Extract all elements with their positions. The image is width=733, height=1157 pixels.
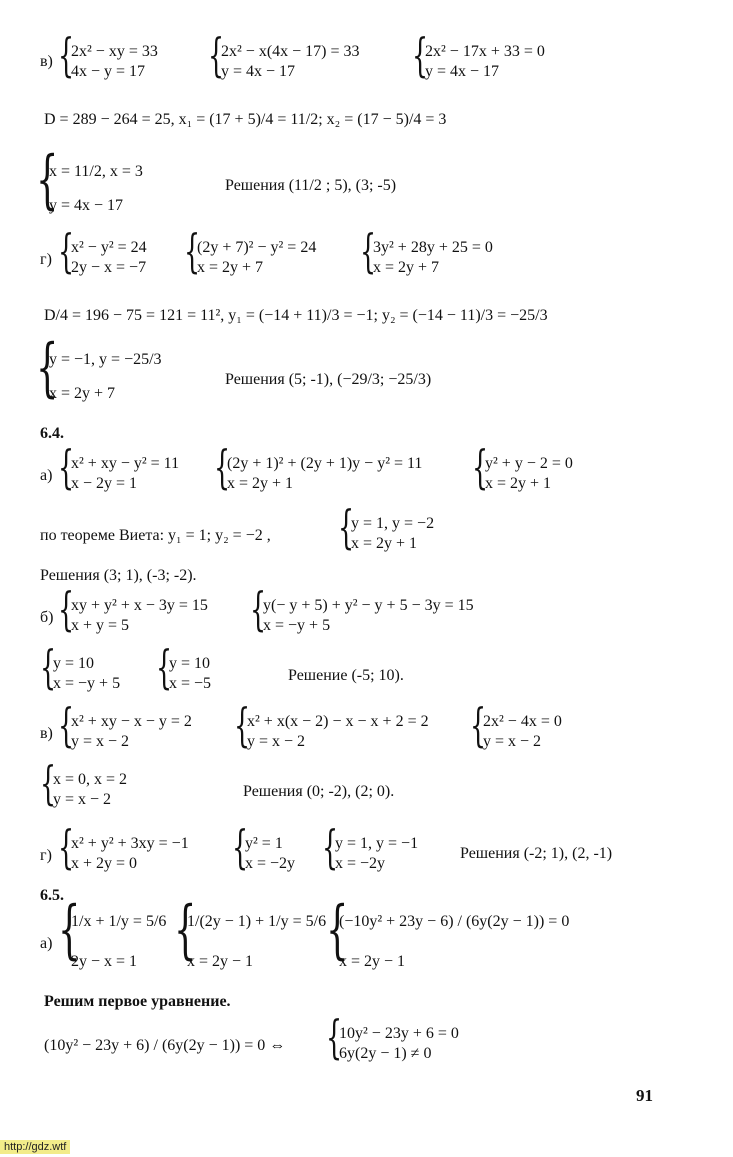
eq: { y = 10 bbox=[53, 655, 95, 672]
answer-g: Решения (5; -1), (−29/3; −25/3) bbox=[225, 371, 432, 388]
eq: x = 2y + 1 bbox=[227, 475, 294, 492]
part-label-v: в) bbox=[40, 53, 53, 70]
part-label-g2: г) bbox=[40, 847, 52, 864]
eq: x = −y + 5 bbox=[53, 675, 121, 692]
system-v2-1 bbox=[62, 712, 192, 752]
eq: 2y − x = 1 bbox=[71, 953, 138, 970]
system-v2-3 bbox=[474, 712, 562, 752]
eq: { (−10y² + 23y − 6) / (6y(2y − 1)) = 0 bbox=[339, 913, 570, 930]
system-g-1 bbox=[62, 238, 147, 278]
eq: { x = 0, x = 2 bbox=[53, 771, 128, 788]
eq: x = −5 bbox=[169, 675, 212, 692]
system-g2-2 bbox=[236, 834, 295, 874]
system-b-2 bbox=[254, 596, 474, 636]
vieta-text: по теореме Виета: y₁ = 1; y₂ = −2 , bbox=[40, 527, 271, 544]
eq: { y = 10 bbox=[169, 655, 211, 672]
vieta-system bbox=[342, 514, 434, 554]
answer-a: Решения (3; 1), (-3; -2). bbox=[40, 567, 197, 584]
eq: { 2x² − 17x + 33 = 0 bbox=[425, 43, 545, 60]
eq: 4x − y = 17 bbox=[71, 63, 146, 80]
system-a-3 bbox=[476, 454, 573, 494]
eq: x = −2y bbox=[245, 855, 296, 872]
system-a-1 bbox=[62, 454, 179, 494]
eq: { 1/(2y − 1) + 1/y = 5/6 bbox=[187, 913, 327, 930]
eq: y = 4x − 17 bbox=[425, 63, 500, 80]
final-system bbox=[330, 1024, 459, 1064]
part-label-g: г) bbox=[40, 251, 52, 268]
system-g-3 bbox=[364, 238, 493, 278]
system-g2-1 bbox=[62, 834, 189, 874]
discriminant-v: D = 289 − 264 = 25, x₁ = (17 + 5)/4 = 11/2; x₂ = (17 − 5)/4 = 3 bbox=[44, 111, 447, 128]
eq: { x² + xy − y² = 11 bbox=[71, 455, 180, 472]
eq: y = 4x − 17 bbox=[49, 197, 124, 214]
eq: { y(− y + 5) + y² − y + 5 − 3y = 15 bbox=[263, 597, 474, 614]
eq: x + 2y = 0 bbox=[71, 855, 138, 872]
page-number: 91 bbox=[636, 1086, 653, 1105]
discriminant-g: D/4 = 196 − 75 = 121 = 11², y₁ = (−14 + 11)/3 = −1; y₂ = (−14 − 11)/3 = −25/3 bbox=[44, 307, 548, 324]
roots-system-v bbox=[40, 162, 143, 216]
eq: x = 2y + 7 bbox=[373, 259, 440, 276]
eq: x = 2y − 1 bbox=[339, 953, 406, 970]
eq: { (2y + 7)² − y² = 24 bbox=[197, 239, 317, 256]
eq: x = 2y + 1 bbox=[485, 475, 552, 492]
section-6-5-title: 6.5. bbox=[40, 887, 64, 904]
eq: { 2x² − xy = 33 bbox=[71, 43, 158, 60]
eq: { (2y + 1)² + (2y + 1)y − y² = 11 bbox=[227, 455, 423, 472]
eq: { x² + xy − x − y = 2 bbox=[71, 713, 192, 730]
answer-b: Решение (-5; 10). bbox=[288, 667, 404, 684]
eq: { 10y² − 23y + 6 = 0 bbox=[339, 1025, 459, 1042]
eq: { 1/x + 1/y = 5/6 bbox=[71, 913, 167, 930]
eq: 6y(2y − 1) ≠ 0 bbox=[339, 1045, 432, 1062]
eq: { x² + y² + 3xy = −1 bbox=[71, 835, 189, 852]
eq: x = 2y + 7 bbox=[197, 259, 264, 276]
system-v-3 bbox=[416, 42, 545, 82]
watermark-link[interactable]: http://gdz.wtf bbox=[0, 1140, 70, 1154]
eq: x + y = 5 bbox=[71, 617, 130, 634]
eq: { 3y² + 28y + 25 = 0 bbox=[373, 239, 493, 256]
eq: x = 2y + 1 bbox=[351, 535, 418, 552]
eq: { x² + x(x − 2) − x − x + 2 = 2 bbox=[247, 713, 429, 730]
eq: x − 2y = 1 bbox=[71, 475, 138, 492]
system-65-3 bbox=[330, 912, 569, 972]
answer-v2: Решения (0; -2), (2; 0). bbox=[243, 783, 395, 800]
eq: y = x − 2 bbox=[53, 791, 112, 808]
eq: { y = 1, y = −2 bbox=[351, 515, 435, 532]
eq: 2y − x = −7 bbox=[71, 259, 147, 276]
final-equation: (10y² − 23y + 6) / (6y(2y − 1)) = 0 ⇔ bbox=[44, 1037, 286, 1054]
system-a-2 bbox=[218, 454, 422, 494]
eq: { 2x² − 4x = 0 bbox=[483, 713, 562, 730]
system-v2-4 bbox=[44, 770, 127, 810]
answer-g2: Решения (-2; 1), (2, -1) bbox=[460, 845, 613, 862]
eq: { y² + y − 2 = 0 bbox=[485, 455, 573, 472]
system-65-1 bbox=[62, 912, 166, 972]
eq: { y = −1, y = −25/3 bbox=[49, 351, 162, 368]
eq: { 2x² − x(4x − 17) = 33 bbox=[221, 43, 360, 60]
part-label-b: б) bbox=[40, 609, 54, 626]
part-label-v2: в) bbox=[40, 725, 53, 742]
eq: x = 2y + 7 bbox=[49, 385, 116, 402]
system-g2-3 bbox=[326, 834, 418, 874]
eq: { y² = 1 bbox=[245, 835, 283, 852]
solve-first-text: Решим первое уравнение. bbox=[44, 993, 231, 1010]
system-v-1 bbox=[62, 42, 158, 82]
section-6-4-title: 6.4. bbox=[40, 425, 64, 442]
eq: x = −2y bbox=[335, 855, 386, 872]
eq: y = x − 2 bbox=[483, 733, 542, 750]
part-label-a: а) bbox=[40, 467, 53, 484]
roots-system-g bbox=[40, 350, 162, 404]
eq: y = x − 2 bbox=[71, 733, 130, 750]
system-g-2 bbox=[188, 238, 316, 278]
eq: y = 4x − 17 bbox=[221, 63, 296, 80]
eq: { y = 1, y = −1 bbox=[335, 835, 419, 852]
eq: y = x − 2 bbox=[247, 733, 306, 750]
system-b-1 bbox=[62, 596, 208, 636]
eq: x = 2y − 1 bbox=[187, 953, 254, 970]
eq: { xy + y² + x − 3y = 15 bbox=[71, 597, 208, 614]
eq: x = −y + 5 bbox=[263, 617, 331, 634]
system-b-3 bbox=[44, 654, 120, 694]
system-v-2 bbox=[212, 42, 360, 82]
eq: { x = 11/2, x = 3 bbox=[49, 163, 143, 180]
system-v2-2 bbox=[238, 712, 429, 752]
answer-v: Решения (11/2 ; 5), (3; -5) bbox=[225, 177, 397, 194]
eq: { x² − y² = 24 bbox=[71, 239, 147, 256]
system-65-2 bbox=[178, 912, 326, 972]
part-label-a-65: а) bbox=[40, 935, 53, 952]
system-b-4 bbox=[160, 654, 211, 694]
